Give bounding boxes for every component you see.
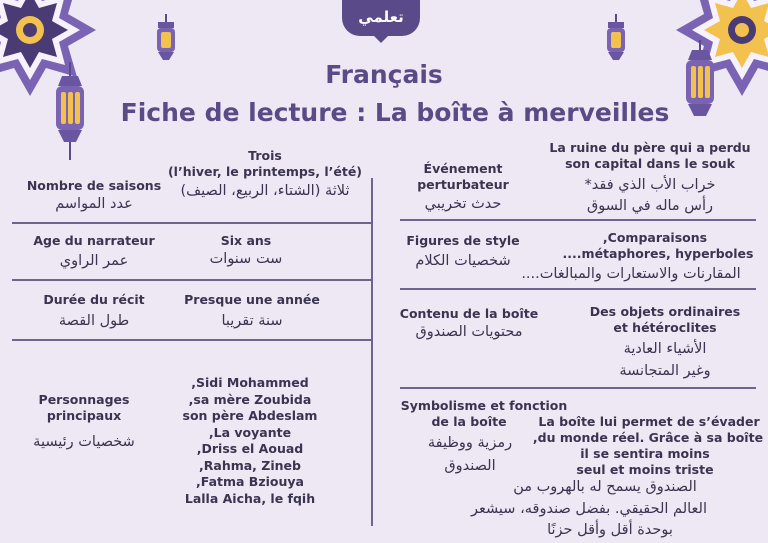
subject-title: Français <box>325 60 443 89</box>
row-label-disruptive-event-ar: حدث تخريبي <box>424 196 502 212</box>
character-3: son père Abdeslam <box>182 408 318 423</box>
row-value-symbolism-line2: ,du monde réel. Grâce à sa boîte <box>532 430 764 445</box>
lantern-icon-small-right <box>604 14 628 62</box>
row-value-narrator-age: Six ans <box>220 233 272 248</box>
right-row-divider-1 <box>400 219 756 221</box>
row-label-seasons: Nombre de saisons <box>26 178 162 193</box>
row-value-figures-of-speech-ar: المقارنات والاستعارات والمبالغات.... <box>521 266 741 282</box>
character-2: ,sa mère Zoubida <box>188 392 312 407</box>
character-4: ,La voyante <box>208 425 292 440</box>
right-row-divider-3 <box>400 387 756 389</box>
row-value-symbolism-line1: La boîte lui permet de s’évader <box>538 414 760 429</box>
character-7: ,Fatma Bziouya <box>196 474 304 489</box>
row-value-narrator-age-ar: ست سنوات <box>209 251 283 267</box>
row-label-box-content-ar: محتويات الصندوق <box>415 324 523 340</box>
row-value-box-content-line2: et hétéroclites <box>613 320 717 335</box>
row-label-duration-ar: طول القصة <box>58 313 130 329</box>
row-label-seasons-ar: عدد المواسم <box>55 196 133 212</box>
left-row-divider-3 <box>12 339 372 341</box>
site-badge-tip <box>372 34 390 43</box>
character-5: ,Driss el Aouad <box>196 441 304 456</box>
row-label-disruptive-event-line1: Événement <box>423 161 503 176</box>
row-value-symbolism-ar-line3: بوحدة أقل وأقل حزنًا <box>547 522 673 538</box>
row-value-figures-of-speech-line1: ,Comparaisons <box>602 230 708 245</box>
right-row-divider-2 <box>400 288 756 290</box>
row-label-narrator-age-ar: عمر الراوي <box>59 253 129 269</box>
row-label-box-content: Contenu de la boîte <box>399 306 539 321</box>
row-value-symbolism-line3: il se sentira moins <box>580 446 710 461</box>
row-label-duration: Durée du récit <box>43 292 145 307</box>
row-value-disruptive-event-ar-line1: خراب الأب الذي فقد* <box>584 177 716 193</box>
left-row-divider-1 <box>12 222 372 224</box>
row-value-box-content-ar-line1: الأشياء العادية <box>623 341 707 357</box>
row-value-disruptive-event-ar-line2: رأس ماله في السوق <box>586 198 714 214</box>
row-label-symbolism-line2: de la boîte <box>431 414 507 429</box>
row-label-symbolism-line1: Symbolisme et fonction <box>400 398 568 413</box>
character-6: ,Rahma, Zineb <box>199 458 301 473</box>
row-label-disruptive-event-line2: perturbateur <box>417 177 509 192</box>
row-value-symbolism-line4: seul et moins triste <box>576 462 714 477</box>
row-label-symbolism-ar-line2: الصندوق <box>444 458 496 474</box>
row-value-disruptive-event-line2: son capital dans le souk <box>565 156 735 171</box>
row-value-box-content-ar-line2: وغير المتجانسة <box>619 363 711 379</box>
row-label-figures-of-speech-ar: شخصيات الكلام <box>415 253 511 269</box>
row-value-symbolism-ar-line1: الصندوق يسمح له بالهروب من <box>513 479 697 495</box>
row-value-seasons-ar: ثلاثة (الشتاء، الربيع، الصيف) <box>180 183 350 199</box>
row-label-characters-ar: شخصيات رئيسية <box>33 434 135 450</box>
row-value-duration-ar: سنة تقريبا <box>221 313 283 329</box>
site-badge: تعلمي <box>342 0 420 36</box>
page-title: Fiche de lecture : La boîte à merveilles <box>120 98 670 127</box>
row-label-characters-line2: principaux <box>46 408 122 423</box>
row-value-figures-of-speech-line2: ....métaphores, hyperboles <box>562 246 754 261</box>
lantern-icon-small-left <box>154 14 178 62</box>
character-1: ,Sidi Mohammed <box>191 375 309 390</box>
row-label-characters-line1: Personnages <box>38 392 130 407</box>
row-value-seasons-line1: Trois <box>248 148 282 163</box>
left-column-divider <box>371 178 373 526</box>
row-label-symbolism-ar-line1: رمزية ووظيفة <box>427 435 513 451</box>
left-row-divider-2 <box>12 279 372 281</box>
row-value-duration: Presque une année <box>184 292 320 307</box>
row-value-box-content-line1: Des objets ordinaires <box>589 304 741 319</box>
row-label-figures-of-speech: Figures de style <box>406 233 520 248</box>
row-value-seasons-line2: (l’hiver, le printemps, l’été) <box>167 164 363 179</box>
character-8: Lalla Aicha, le fqih <box>184 491 316 506</box>
row-value-disruptive-event-line1: La ruine du père qui a perdu <box>549 140 751 155</box>
row-label-narrator-age: Age du narrateur <box>33 233 155 248</box>
row-value-symbolism-ar-line2: العالم الحقيقي. بفضل صندوقه، سيشعر <box>471 501 707 517</box>
